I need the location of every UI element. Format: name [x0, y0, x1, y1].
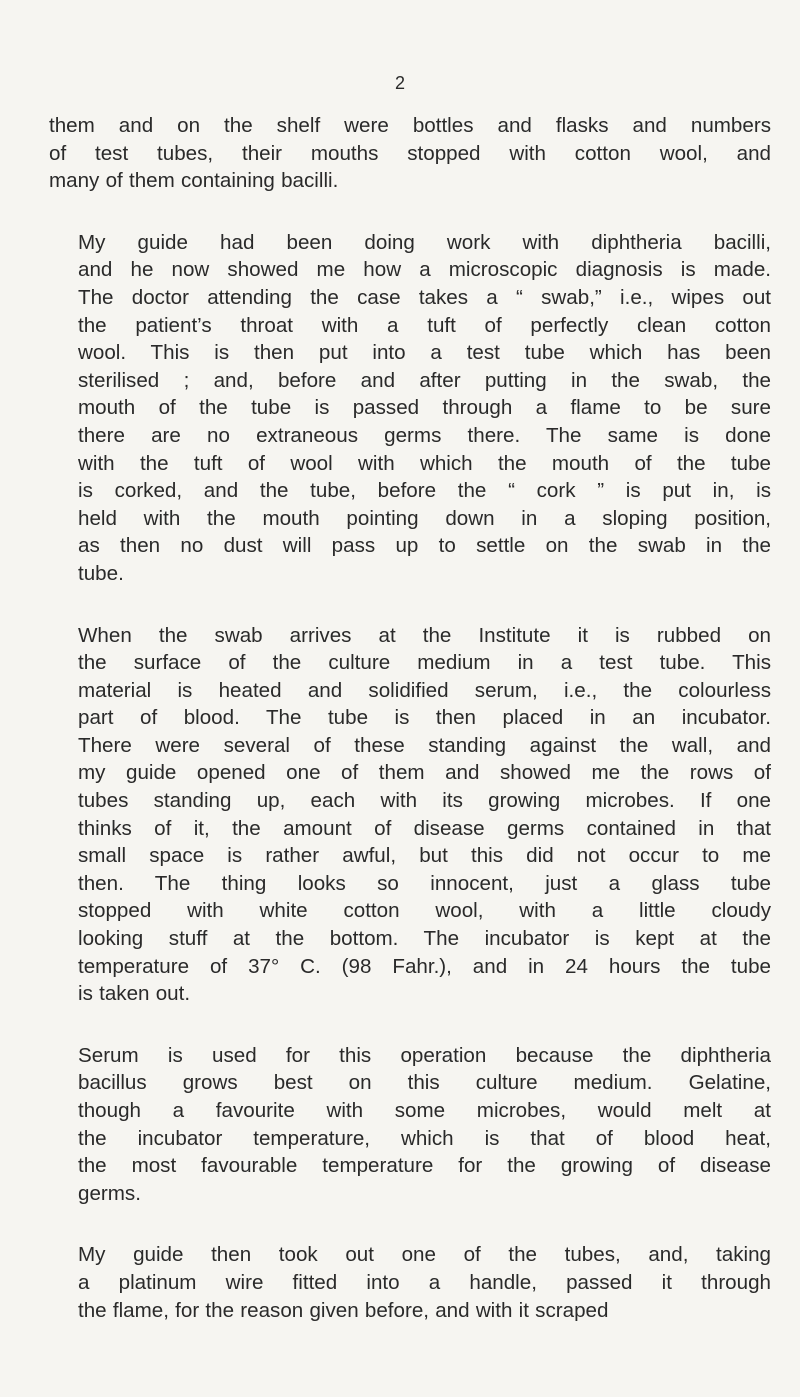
paragraph	[49, 622, 771, 1008]
text-line: is corked, and the tube, before the “ cork ” is put in, is	[78, 479, 771, 503]
paragraph	[49, 229, 771, 588]
text-line: small space is rather awful, but this did not occur to me	[78, 844, 771, 868]
text-line: is taken out.	[78, 982, 191, 1006]
text-line: held with the mouth pointing down in a sloping position,	[78, 506, 771, 530]
text-line: The doctor attending the case takes a “ swab,” i.e., wipes out	[78, 285, 771, 309]
text-line: stopped with white cotton wool, with a little cloudy	[78, 899, 771, 923]
text-line: the surface of the culture medium in a test tube. This	[78, 651, 771, 675]
text-line: material is heated and solidified serum, i.e., the colourless	[78, 678, 771, 702]
text-line: temperature of 37° C. (98 Fahr.), and in 24 hours the tube	[78, 954, 771, 978]
text-line: with the tuft of wool with which the mouth of the tube	[78, 451, 771, 475]
text-line: My guide then took out one of the tubes, and, taking	[78, 1243, 771, 1267]
text-line: looking stuff at the bottom. The incubator is kept at the	[78, 927, 771, 951]
text-line: thinks of it, the amount of disease germs contained in that	[78, 816, 771, 840]
text-line: my guide opened one of them and showed me the rows of	[78, 761, 771, 785]
text-line: part of blood. The tube is then placed in an incubator.	[78, 706, 771, 730]
text-line: the patient’s throat with a tuft of perfectly clean cotton	[78, 313, 771, 337]
paragraph	[49, 1241, 771, 1324]
text-line: of test tubes, their mouths stopped with cotton wool, and	[49, 141, 771, 165]
text-line: and he now showed me how a microscopic diagnosis is made.	[78, 258, 771, 282]
text-line: There were several of these standing against the wall, and	[78, 733, 771, 757]
text-line: germs.	[78, 1181, 141, 1205]
text-line: the incubator temperature, which is that of blood heat,	[78, 1126, 771, 1150]
text-line: there are no extraneous germs there. The same is done	[78, 423, 771, 447]
text-line: a platinum wire fitted into a handle, passed it through	[78, 1270, 771, 1294]
text-line: the flame, for the reason given before, and with it scraped	[78, 1298, 609, 1322]
paragraph	[49, 112, 771, 195]
body-text	[49, 112, 771, 1324]
text-line: as then no dust will pass up to settle on the swab in the	[78, 534, 771, 558]
text-line: sterilised ; and, before and after putting in the swab, the	[78, 368, 771, 392]
text-line: Serum is used for this operation because the diphtheria	[78, 1043, 771, 1067]
page-number: 2	[394, 73, 405, 93]
text-line: then. The thing looks so innocent, just a glass tube	[78, 871, 771, 895]
text-line: When the swab arrives at the Institute it is rubbed on	[78, 623, 771, 647]
text-line: many of them containing bacilli.	[49, 169, 339, 193]
text-line: tube.	[78, 561, 124, 585]
text-line: them and on the shelf were bottles and flasks and numbers	[49, 114, 771, 137]
text-line: tubes standing up, each with its growing microbes. If one	[78, 789, 771, 813]
text-line: My guide had been doing work with diphtheria bacilli,	[78, 230, 771, 254]
paragraph	[49, 1042, 771, 1208]
text-line: mouth of the tube is passed through a flame to be sure	[78, 396, 771, 420]
text-line: though a favourite with some microbes, would melt at	[78, 1099, 771, 1122]
text-line: wool. This is then put into a test tube which has been	[78, 341, 771, 365]
text-line: the most favourable temperature for the growing of disease	[78, 1154, 771, 1178]
text-line: bacillus grows best on this culture medium. Gelatine,	[78, 1071, 771, 1095]
